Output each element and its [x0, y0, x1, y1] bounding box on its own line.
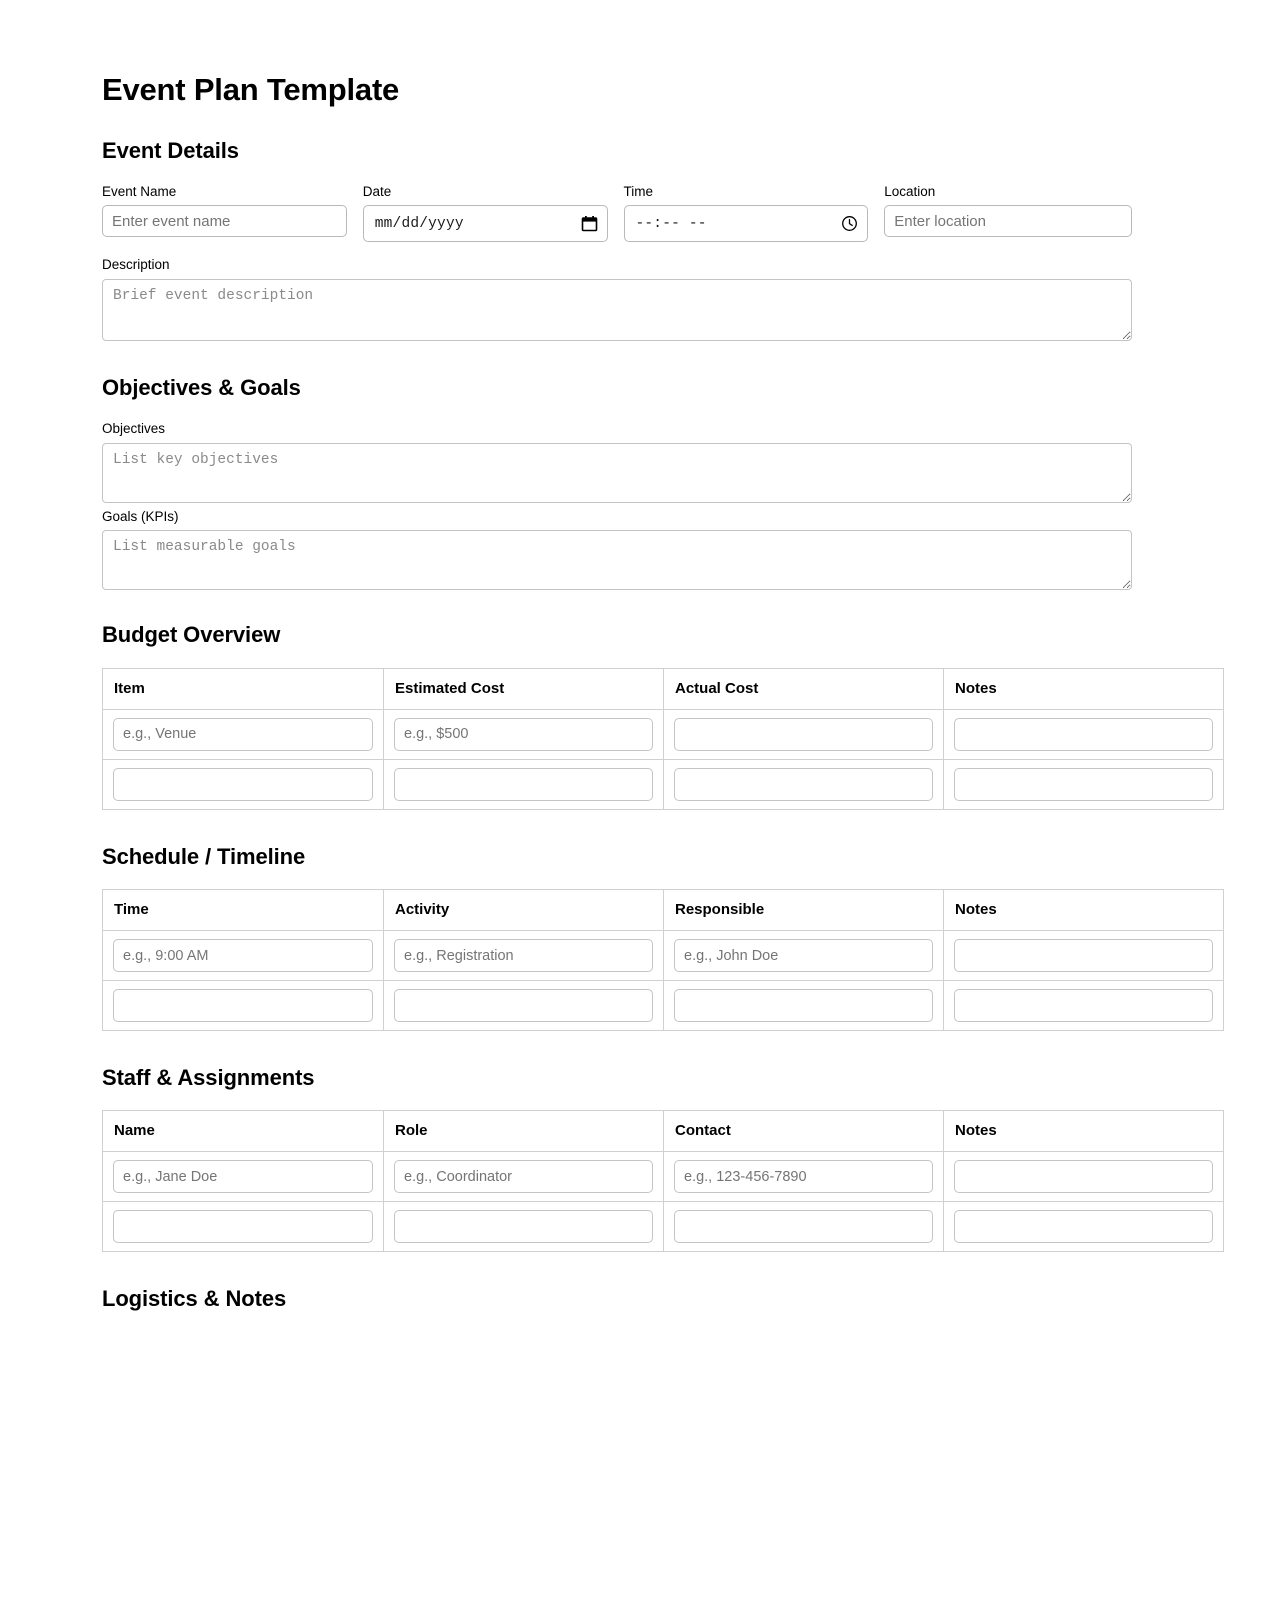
- event-details-field-row: [102, 183, 1132, 243]
- column-header: Name: [103, 1111, 384, 1152]
- budget-actual-cost-input[interactable]: [674, 768, 933, 801]
- schedule-time-input[interactable]: [113, 939, 373, 972]
- table-row: [103, 1152, 1224, 1202]
- section-staff-assignments: [102, 1065, 1132, 1252]
- field-objectives: [102, 420, 1132, 503]
- column-header: Actual Cost: [664, 668, 944, 709]
- section-schedule-timeline: [102, 844, 1132, 1031]
- table-cell: [384, 981, 664, 1031]
- location-label: Location: [884, 183, 936, 199]
- column-header: Estimated Cost: [384, 668, 664, 709]
- table-cell: [103, 981, 384, 1031]
- table-cell: [103, 1152, 384, 1202]
- table-row: [103, 709, 1224, 759]
- table-cell: [944, 981, 1224, 1031]
- table-cell: [664, 709, 944, 759]
- budget-notes-input[interactable]: [954, 768, 1213, 801]
- table-cell: [103, 931, 384, 981]
- column-header: Notes: [944, 890, 1224, 931]
- clock-icon[interactable]: [841, 215, 858, 232]
- schedule-responsible-input[interactable]: [674, 939, 933, 972]
- budget-estimated-cost-input[interactable]: [394, 768, 653, 801]
- column-header: Time: [103, 890, 384, 931]
- section-logistics-notes: [102, 1286, 1132, 1311]
- table-cell: [664, 1202, 944, 1252]
- schedule-notes-input[interactable]: [954, 989, 1213, 1022]
- table-header-row: [103, 1111, 1224, 1152]
- field-event-name: [102, 183, 347, 243]
- time-label: Time: [623, 183, 653, 199]
- field-description: [102, 256, 1132, 341]
- column-header: Role: [384, 1111, 664, 1152]
- page-title: Event Plan Template: [102, 72, 400, 107]
- time-input[interactable]: [624, 205, 869, 242]
- column-header: Item: [103, 668, 384, 709]
- table-cell: [664, 931, 944, 981]
- field-time: [624, 183, 869, 243]
- staff-table: [102, 1110, 1224, 1252]
- table-row: [103, 981, 1224, 1031]
- goals-textarea[interactable]: [102, 530, 1132, 590]
- objectives-label: Objectives: [102, 421, 166, 437]
- staff-role-input[interactable]: [394, 1210, 653, 1243]
- table-cell: [944, 1152, 1224, 1202]
- column-header: Responsible: [664, 890, 944, 931]
- section-objectives-goals: [102, 375, 1132, 590]
- column-header: Notes: [944, 668, 1224, 709]
- table-cell: [384, 1202, 664, 1252]
- date-label: Date: [362, 183, 392, 199]
- table-cell: [664, 759, 944, 809]
- section-heading-budget-overview: Budget Overview: [102, 622, 281, 648]
- column-header: Activity: [384, 890, 664, 931]
- table-cell: [384, 709, 664, 759]
- field-goals: [102, 508, 1132, 591]
- event-name-label: Event Name: [102, 183, 177, 199]
- budget-table: [102, 668, 1224, 810]
- table-row: [103, 759, 1224, 809]
- table-cell: [103, 709, 384, 759]
- budget-item-input[interactable]: [113, 718, 373, 751]
- description-label: Description: [102, 257, 170, 273]
- schedule-table: [102, 889, 1224, 1031]
- budget-actual-cost-input[interactable]: [674, 718, 933, 751]
- section-budget-overview: [102, 622, 1132, 809]
- table-cell: [103, 759, 384, 809]
- date-value: mm/dd/yyyy: [374, 215, 464, 232]
- table-cell: [944, 1202, 1224, 1252]
- staff-name-input[interactable]: [113, 1210, 373, 1243]
- event-name-input[interactable]: [102, 205, 347, 237]
- schedule-responsible-input[interactable]: [674, 989, 933, 1022]
- column-header: Contact: [664, 1111, 944, 1152]
- date-input[interactable]: [363, 205, 608, 242]
- schedule-activity-input[interactable]: [394, 939, 653, 972]
- table-row: [103, 1202, 1224, 1252]
- time-value: --:-- --: [635, 215, 707, 232]
- location-input[interactable]: [884, 205, 1132, 237]
- table-cell: [664, 1152, 944, 1202]
- section-heading-schedule-timeline: Schedule / Timeline: [102, 843, 306, 869]
- staff-role-input[interactable]: [394, 1160, 653, 1193]
- staff-name-input[interactable]: [113, 1160, 373, 1193]
- column-header: Notes: [944, 1111, 1224, 1152]
- field-location: [884, 183, 1132, 243]
- staff-contact-input[interactable]: [674, 1160, 933, 1193]
- field-date: [363, 183, 608, 243]
- budget-notes-input[interactable]: [954, 718, 1213, 751]
- budget-estimated-cost-input[interactable]: [394, 718, 653, 751]
- staff-contact-input[interactable]: [674, 1210, 933, 1243]
- staff-notes-input[interactable]: [954, 1210, 1213, 1243]
- table-row: [103, 931, 1224, 981]
- section-heading-event-details: Event Details: [102, 137, 239, 163]
- objectives-textarea[interactable]: [102, 443, 1132, 503]
- table-cell: [944, 931, 1224, 981]
- section-heading-logistics-notes: Logistics & Notes: [102, 1286, 287, 1312]
- schedule-time-input[interactable]: [113, 989, 373, 1022]
- goals-label: Goals (KPIs): [102, 508, 179, 524]
- table-cell: [944, 709, 1224, 759]
- table-cell: [944, 759, 1224, 809]
- section-heading-objectives-goals: Objectives & Goals: [102, 375, 301, 401]
- table-header-row: [103, 890, 1224, 931]
- section-event-details: [102, 138, 1132, 341]
- table-cell: [384, 1152, 664, 1202]
- schedule-activity-input[interactable]: [394, 989, 653, 1022]
- table-cell: [384, 759, 664, 809]
- table-header-row: [103, 668, 1224, 709]
- description-textarea[interactable]: [102, 279, 1132, 341]
- table-cell: [103, 1202, 384, 1252]
- staff-notes-input[interactable]: [954, 1160, 1213, 1193]
- table-cell: [384, 931, 664, 981]
- section-heading-staff-assignments: Staff & Assignments: [102, 1065, 315, 1091]
- schedule-notes-input[interactable]: [954, 939, 1213, 972]
- table-cell: [664, 981, 944, 1031]
- budget-item-input[interactable]: [113, 768, 373, 801]
- calendar-icon[interactable]: [581, 215, 598, 232]
